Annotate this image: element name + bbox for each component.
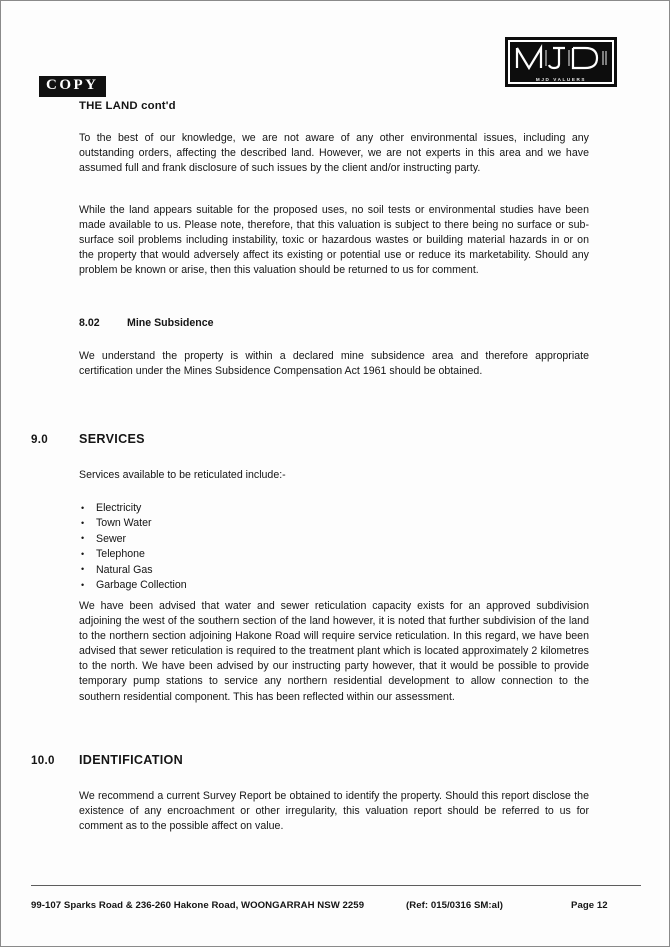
section-title: SERVICES bbox=[79, 432, 145, 446]
subsection-number: 8.02 bbox=[79, 317, 100, 329]
list-item: • Sewer bbox=[81, 532, 187, 547]
section-title: IDENTIFICATION bbox=[79, 753, 184, 767]
mjd-valuers-logo bbox=[505, 37, 617, 87]
mjd-monogram-icon bbox=[513, 44, 613, 72]
subsection-title: Mine Subsidence bbox=[127, 317, 214, 329]
services-lead-in: Services available to be reticulated include:- bbox=[79, 469, 286, 481]
section-services-heading bbox=[31, 432, 145, 446]
paragraph-identification: We recommend a current Survey Report be obtained to identify the property. Should this report disclose the existence of any encroachment or other irregularity, this valuation report should be referred to us for comment as to the possible affect on value. bbox=[79, 790, 589, 833]
list-item: • Garbage Collection bbox=[81, 578, 187, 593]
logo-wordmark: MJD VALUERS bbox=[535, 77, 587, 82]
footer-page-number: Page 12 bbox=[571, 900, 608, 911]
footer-divider bbox=[31, 885, 641, 886]
section-number: 9.0 bbox=[31, 433, 49, 446]
subsection-mine-subsidence-heading bbox=[79, 317, 214, 329]
footer-reference: (Ref: 015/0316 SM:al) bbox=[406, 900, 504, 911]
paragraph-services-reticulation: We have been advised that water and sewer reticulation capacity exists for an approved subdivision adjoining the west of the southern section of the land however, it is noted that further subdivision of the land to the northern section adjoining Hakone Road will require service reticulation. In this regard, we have been advised that sewer reticulation is required to the treatment plant which is located approximately 2 kilometres to the north. We have been advised by our instructing party however, that it would be possible to provide temporary pump stations to service any northern residential development to allow connection to the southern residential component. This has been reflected within our assessment. bbox=[79, 600, 589, 703]
section-identification-heading bbox=[31, 753, 183, 767]
paragraph-soil-tests: While the land appears suitable for the proposed uses, no soil tests or environmental studies have been made available to us. Please note, therefore, that this valuation is subject to there being no surface or sub-surface soil problems including instability, toxic or hazardous wastes or building material hazards in or on the property that would adversely affect its existing or potential use or reduce its marketability. Should any problem be known or arise, then this valuation should be returned to us for comment. bbox=[79, 204, 589, 277]
section-continued-heading: THE LAND cont'd bbox=[79, 100, 176, 112]
list-item: • Telephone bbox=[81, 547, 187, 562]
list-item: • Electricity bbox=[81, 501, 187, 516]
page-footer bbox=[31, 900, 641, 916]
copy-stamp: COPY bbox=[39, 76, 106, 97]
paragraph-mine-subsidence: We understand the property is within a declared mine subsidence area and therefore appropriate certification under the Mines Subsidence Compensation Act 1961 should be obtained. bbox=[79, 350, 589, 378]
list-item: • Town Water bbox=[81, 516, 187, 531]
footer-address: 99-107 Sparks Road & 236-260 Hakone Road, WOONGARRAH NSW 2259 bbox=[31, 900, 365, 911]
logo-border bbox=[508, 40, 614, 84]
services-list bbox=[81, 501, 187, 593]
section-number: 10.0 bbox=[31, 754, 55, 767]
list-item: • Natural Gas bbox=[81, 563, 187, 578]
paragraph-environmental: To the best of our knowledge, we are not aware of any other environmental issues, including any outstanding orders, affecting the described land. However, we are not experts in this area and we have assumed full and frank disclosure of such issues by the client and/or instructing party. bbox=[79, 132, 589, 175]
